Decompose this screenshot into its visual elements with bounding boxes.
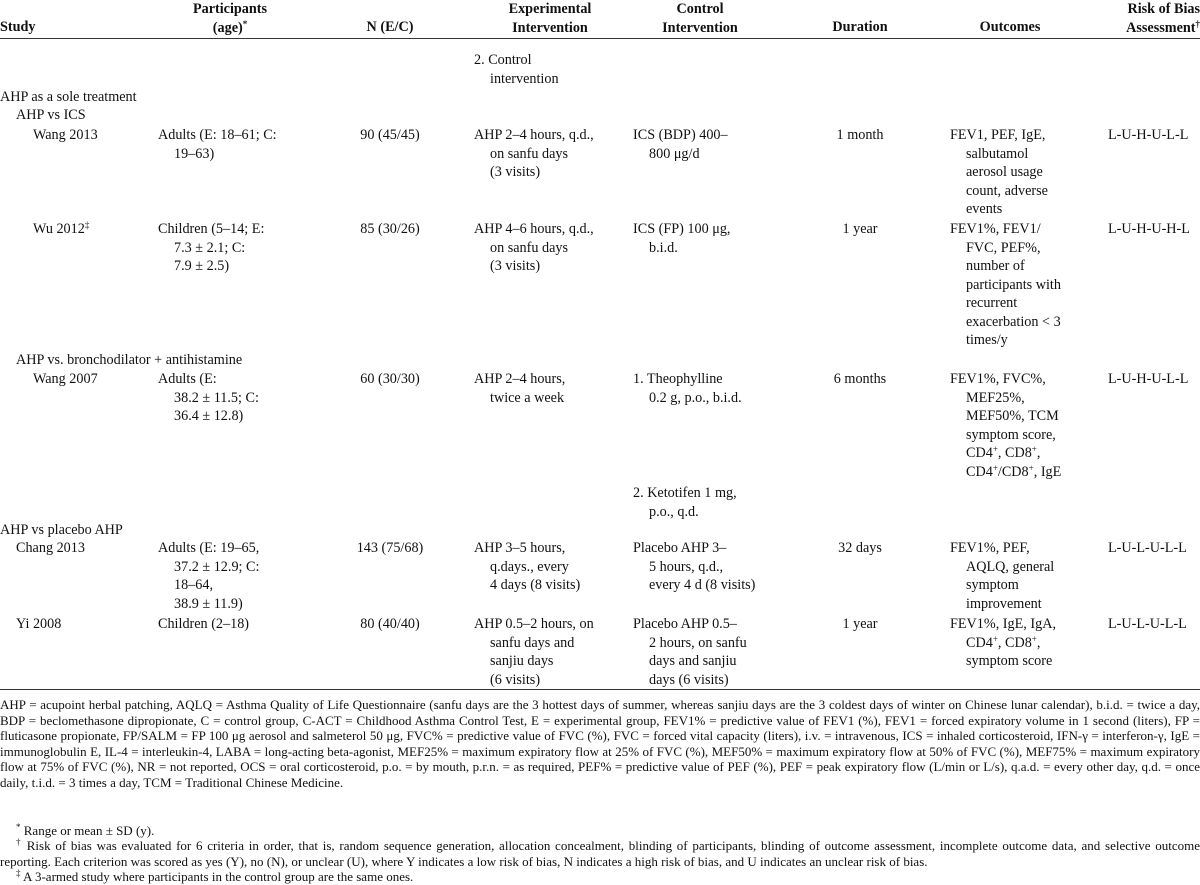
control-cell: Placebo AHP 0.5– 2 hours, on sanfu days and sanjiu days (6 visits) [633,616,747,688]
duration-cell: 6 months [833,371,887,387]
footnote-star: * Range or mean ± SD (y). [16,822,155,838]
header-experimental: Experimental Intervention [508,1,592,36]
header-participants: Participants (age)* [192,1,268,36]
header-risk: Risk of Bias Assessment† [1126,1,1200,36]
risk-cell: L-U-H-U-H-L [1108,221,1190,237]
study-name: Wang 2007 [33,371,98,387]
study-name: Yi 2008 [16,616,62,632]
participants-cell: Children (2–18) [158,616,250,632]
header-n: N (E/C) [366,19,414,35]
study-name: Chang 2013 [16,540,85,556]
n-cell: 60 (30/30) [360,371,420,387]
footnote-ddagger: ‡ A 3-armed study where participants in the control group are the same ones. [16,868,414,884]
outcomes-cell: FEV1%, IgE, IgA, CD4+, CD8+, symptom score [950,616,1056,669]
header-study: Study [0,19,36,35]
footnote-dagger: † Risk of bias was evaluated for 6 criteria in order, that is, random sequence generation, allocation concealment, blinding of participants, blinding of outcome assessment, incomplete outcome data, and selective outcome reporting. Each criterion was scored as yes (Y), no (N), or unclear (U), where Y indicates a low risk of bias, N indicates a high risk of bias, and U indicates an unclear risk of bias. [0,837,1200,869]
duration-cell: 1 year [842,221,878,237]
experimental-cell: AHP 0.5–2 hours, on sanfu days and sanjiu days (6 visits) [474,616,594,688]
experimental-cell: AHP 3–5 hours, q.days., every 4 days (8 visits) [474,540,581,593]
experimental-cell: AHP 2–4 hours, q.d., on sanfu days (3 visits) [474,127,594,180]
study-name: Wu 2012‡ [33,220,90,237]
duration-cell: 32 days [838,540,882,556]
risk-cell: L-U-L-U-L-L [1108,616,1187,632]
section-vs-bronchodilator: AHP vs. bronchodilator + antihistamine [16,352,243,368]
n-cell: 90 (45/45) [360,127,420,143]
header-control: Control Intervention [662,1,738,36]
n-cell: 80 (40/40) [360,616,420,632]
section-vs-placebo: AHP vs placebo AHP [0,522,123,538]
control-cell: Placebo AHP 3– 5 hours, q.d., every 4 d (8 visits) [633,540,756,593]
control-cell: ICS (BDP) 400– 800 μg/d [633,127,728,162]
duration-cell: 1 year [842,616,878,632]
study-name: Wang 2013 [33,127,98,143]
abbreviations-footnote: AHP = acupoint herbal patching, AQLQ = Asthma Quality of Life Questionnaire (sanfu days are the 3 hottest days of summer, whereas sanjiu days are the 3 coldest days of winter on Chinese lunar calendar), b.i.d. = twice a day, BDP = beclomethasone dipropionate, C = control group, C-ACT = Childhood Asthma Control Test, E = experimental group, FEV1% = predictive value of FEV1 (%), FEV1 = forced expiratory volume in 1 second (liters), FP = fluticasone propionate, FP/SALM = FP 100 μg aerosol and salmeterol 50 μg, FVC% = predictive value of FVC (%), FVC = forced vital capacity (liters), i.v. = intravenous, ICS = inhaled corticosteroid, IFN-γ = interferon-γ, IgE = immunoglobulin E, IL-4 = interleukin-4, LABA = long-acting beta-agonist, MEF25% = maximum expiratory flow at 25% of FVC (%), MEF50% = maximum expiratory flow at 50% of FVC (%), MEF75% = maximum expiratory flow at 75% of FVC (%), NR = not reported, OCS = oral corticosteroid, p.o. = by mouth, p.r.n. = as required, PEF% = predictive value of PEF (%), PEF = peak expiratory flow (L/min or L/s), q.a.d. = every other day, q.d. = once daily, t.i.d. = 3 times a day, TCM = Traditional Chinese Medicine. [0,697,1200,790]
section-vs-ics: AHP vs ICS [16,107,86,123]
outcomes-cell: FEV1%, FVC%, MEF25%, MEF50%, TCM symptom score, CD4+, CD8+, CD4+/CD8+, IgE [950,371,1062,480]
control-cell: 1. Theophylline 0.2 g, p.o., b.i.d. [633,371,742,406]
header-rule [0,38,1200,39]
top-note: 2. Control intervention [474,52,559,87]
participants-cell: Adults (E: 38.2 ± 11.5; C: 36.4 ± 12.8) [158,371,259,424]
experimental-cell: AHP 2–4 hours, twice a week [474,371,566,406]
n-cell: 143 (75/68) [356,540,424,556]
header-outcomes: Outcomes [979,19,1041,35]
risk-cell: L-U-H-U-L-L [1108,127,1189,143]
participants-cell: Adults (E: 19–65, 37.2 ± 12.9; C: 18–64, 38.9 ± 11.9) [158,540,260,612]
table-bottom-rule [0,689,1200,690]
risk-cell: L-U-L-U-L-L [1108,540,1187,556]
duration-cell: 1 month [836,127,884,143]
risk-cell: L-U-H-U-L-L [1108,371,1189,387]
outcomes-cell: FEV1, PEF, IgE, salbutamol aerosol usage count, adverse events [950,127,1048,217]
participants-cell: Adults (E: 18–61; C: 19–63) [158,127,277,162]
outcomes-cell: FEV1%, FEV1/ FVC, PEF%, number of participants with recurrent exacerbation < 3 times/y [950,221,1061,348]
participants-cell: Children (5–14; E: 7.3 ± 2.1; C: 7.9 ± 2.5) [158,221,265,274]
section-sole-treatment: AHP as a sole treatment [0,89,137,105]
outcomes-cell: FEV1%, PEF, AQLQ, general symptom improvement [950,540,1055,612]
header-duration: Duration [832,19,888,35]
control-cell-2: 2. Ketotifen 1 mg, p.o., q.d. [633,485,737,520]
n-cell: 85 (30/26) [360,221,420,237]
experimental-cell: AHP 4–6 hours, q.d., on sanfu days (3 visits) [474,221,594,274]
control-cell: ICS (FP) 100 μg, b.i.d. [633,221,731,256]
